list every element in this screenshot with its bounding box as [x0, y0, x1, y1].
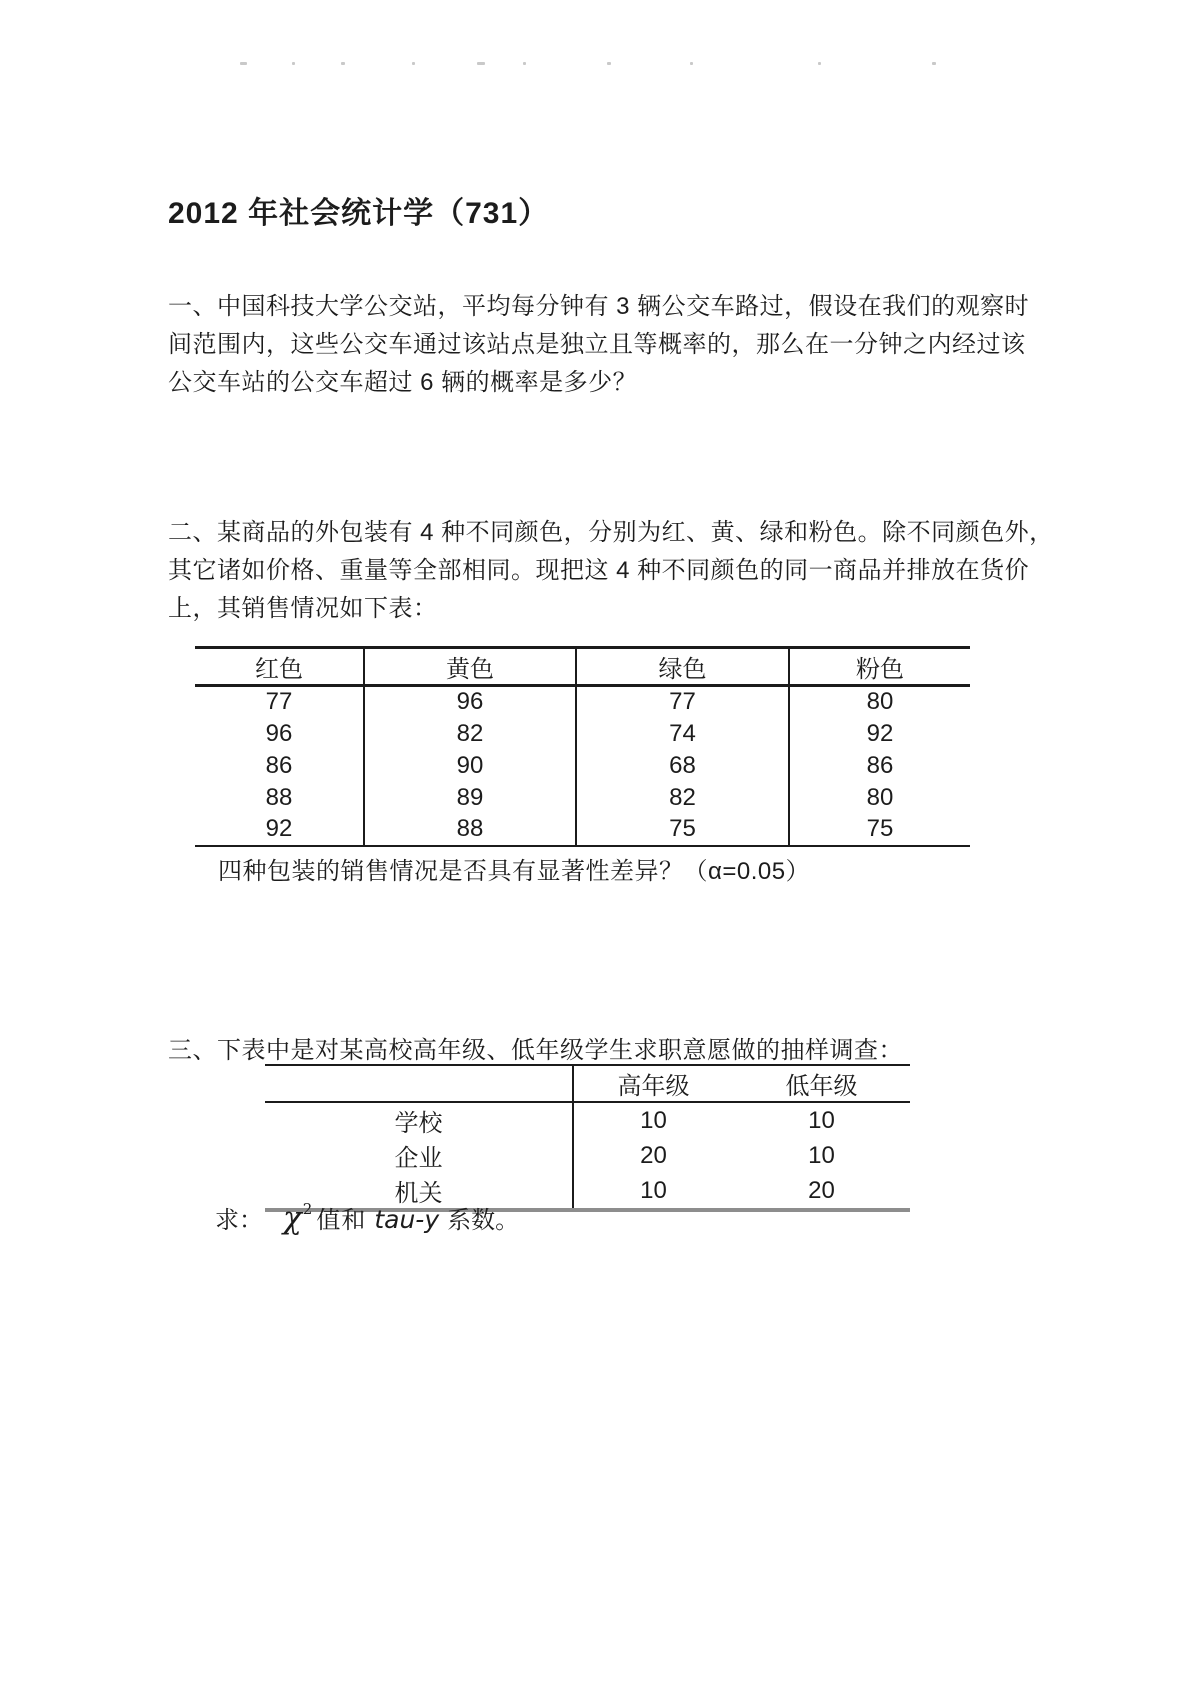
scan-artifact — [341, 62, 345, 65]
table-row — [265, 1102, 910, 1138]
survey-col-junior: 低年级 — [785, 1073, 858, 1100]
scan-artifact — [607, 62, 611, 65]
scan-artifact — [240, 62, 247, 65]
tau-y-label: tau-y — [374, 1205, 440, 1234]
sales-cell: 96 — [364, 686, 576, 718]
q2-line-1: 二、某商品的外包装有 4 种不同颜色，分别为红、黄、绿和粉色。除不同颜色外， — [168, 519, 1054, 546]
survey-cell: 10 — [640, 1176, 667, 1204]
sales-cell: 88 — [364, 814, 576, 846]
question-2 — [168, 514, 1054, 628]
survey-table-header-row — [265, 1065, 910, 1102]
sales-cell: 75 — [576, 814, 789, 846]
sales-cell: 88 — [265, 783, 293, 811]
survey-cell: 20 — [640, 1141, 667, 1169]
sales-cell: 77 — [576, 686, 789, 718]
survey-row-label: 机关 — [265, 1173, 573, 1210]
question-3-intro: 三、下表中是对某高校高年级、低年级学生求职意愿做的抽样调查： — [168, 1037, 903, 1064]
sales-cell: 82 — [364, 718, 576, 750]
table-row — [195, 718, 970, 750]
sales-col-green: 绿色 — [576, 648, 789, 686]
sales-table — [195, 646, 970, 847]
q2-line-2: 其它诸如价格、重量等全部相同。现把这 4 种不同颜色的同一商品并排放在货价 — [168, 557, 1030, 584]
scan-artifact — [690, 62, 693, 65]
page-title: 2012 年社会统计学（731） — [168, 197, 550, 230]
survey-col-senior: 高年级 — [617, 1073, 690, 1100]
survey-cell: 10 — [808, 1141, 835, 1169]
sales-cell: 80 — [789, 686, 970, 718]
chi-superscript: 2 — [302, 1200, 313, 1218]
survey-corner-cell — [265, 1065, 573, 1102]
scan-artifact — [477, 62, 485, 65]
table-row — [195, 686, 970, 718]
q1-line-2: 间范围内，这些公交车通过该站点是独立且等概率的，那么在一分钟之内经过该 — [168, 331, 1026, 358]
survey-table — [265, 1064, 910, 1212]
ask-suffix: 系数。 — [447, 1207, 520, 1234]
survey-cell: 20 — [808, 1176, 835, 1204]
sales-cell: 74 — [576, 718, 789, 750]
q3-ask-line — [215, 1200, 519, 1236]
survey-row-label: 学校 — [265, 1102, 573, 1138]
sales-col-pink: 粉色 — [789, 648, 970, 686]
sales-cell: 75 — [789, 814, 970, 846]
sales-cell: 68 — [576, 750, 789, 782]
chi-symbol: χ — [283, 1200, 302, 1236]
sales-cell: 86 — [789, 750, 970, 782]
sales-cell: 80 — [789, 782, 970, 814]
scan-artifact — [932, 62, 936, 65]
survey-cell: 10 — [640, 1106, 667, 1134]
survey-cell: 10 — [808, 1106, 835, 1134]
sales-cell: 77 — [265, 688, 293, 716]
question-1 — [168, 288, 1028, 402]
sales-cell: 82 — [576, 782, 789, 814]
sales-cell: 90 — [364, 750, 576, 782]
q1-line-3: 公交车站的公交车超过 6 辆的概率是多少？ — [168, 369, 638, 396]
scan-artifact — [523, 62, 526, 65]
table-row — [265, 1138, 910, 1173]
q2-line-3: 上，其销售情况如下表： — [168, 595, 438, 622]
scan-artifact — [292, 62, 295, 65]
sales-cell: 96 — [265, 719, 293, 747]
sales-cell: 89 — [364, 782, 576, 814]
sales-col-yellow: 黄色 — [364, 648, 576, 686]
sales-cell: 86 — [265, 751, 293, 779]
q2-sub-question: 四种包装的销售情况是否具有显著性差异？（α=0.05） — [218, 858, 811, 885]
table-row — [195, 782, 970, 814]
sales-table-header-row — [195, 648, 970, 686]
survey-row-label: 企业 — [265, 1138, 573, 1173]
q1-line-1: 一、中国科技大学公交站，平均每分钟有 3 辆公交车路过，假设在我们的观察时 — [168, 293, 1030, 320]
ask-mid: 值和 — [316, 1207, 367, 1234]
sales-cell: 92 — [789, 718, 970, 750]
scan-artifact — [412, 62, 415, 65]
scan-artifact — [818, 62, 821, 65]
ask-prefix: 求： — [215, 1207, 263, 1234]
sales-col-red: 红色 — [255, 656, 303, 683]
table-row — [195, 750, 970, 782]
sales-cell: 92 — [265, 815, 293, 842]
table-row — [195, 814, 970, 846]
